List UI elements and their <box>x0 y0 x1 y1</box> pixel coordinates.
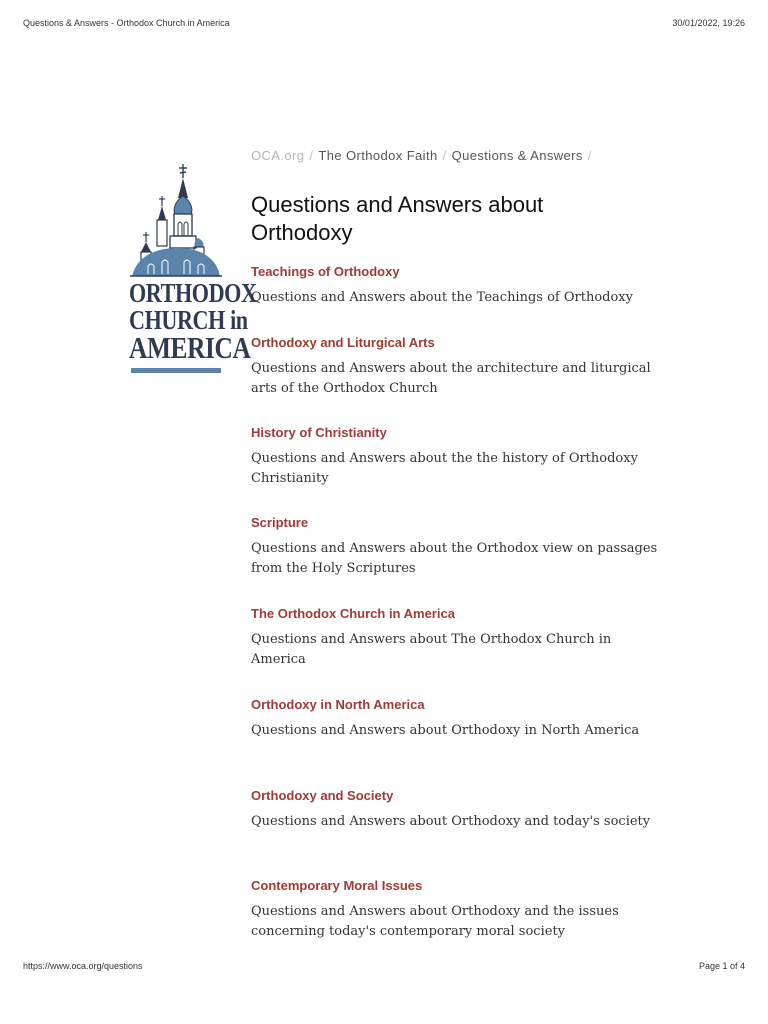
section-description: Questions and Answers about the Orthodox view on passages from the Holy Scriptures <box>251 541 658 576</box>
section-description: Questions and Answers about Orthodoxy and the issues concerning today's contemporary moral society <box>251 904 619 939</box>
section-description: Questions and Answers about The Orthodox Church in America <box>251 632 612 667</box>
section-society <box>251 788 671 832</box>
section-link-society[interactable]: Orthodoxy and Society <box>251 788 394 803</box>
section-moral-issues <box>251 878 671 942</box>
breadcrumb-orthodox-faith[interactable]: The Orthodox Faith <box>318 148 438 163</box>
section-description: Questions and Answers about the the history of Orthodoxy Christianity <box>251 451 638 486</box>
section-teachings <box>251 264 671 308</box>
print-header <box>23 18 745 32</box>
breadcrumb-separator: / <box>442 148 447 163</box>
section-link-teachings[interactable]: Teachings of Orthodoxy <box>251 264 400 279</box>
breadcrumb <box>251 148 671 166</box>
section-scripture <box>251 515 671 579</box>
print-header-datetime: 30/01/2022, 19:26 <box>672 18 745 28</box>
breadcrumb-separator: / <box>587 148 592 163</box>
section-description: Questions and Answers about the architecture and liturgical arts of the Orthodox Church <box>251 361 651 396</box>
oca-logo[interactable] <box>128 164 257 376</box>
logo-line-3: AMERICA <box>129 330 251 365</box>
page-title: Questions and Answers about Orthodoxy <box>251 192 544 245</box>
section-link-history[interactable]: History of Christianity <box>251 425 387 440</box>
logo-line-1: ORTHODOX <box>129 278 257 308</box>
breadcrumb-oca-org[interactable]: OCA.org <box>251 148 305 163</box>
print-footer-page: Page 1 of 4 <box>698 961 745 971</box>
section-north-america <box>251 697 671 741</box>
logo-line-2: CHURCH in <box>129 305 248 335</box>
section-description: Questions and Answers about the Teachings of Orthodoxy <box>251 290 633 305</box>
breadcrumb-questions-answers[interactable]: Questions & Answers <box>451 148 583 163</box>
breadcrumb-separator: / <box>309 148 314 163</box>
print-header-title: Questions & Answers - Orthodox Church in America <box>23 18 230 28</box>
print-footer <box>23 961 745 975</box>
section-link-north-america[interactable]: Orthodoxy in North America <box>251 697 425 712</box>
section-link-liturgical-arts[interactable]: Orthodoxy and Liturgical Arts <box>251 335 435 350</box>
section-link-oca[interactable]: The Orthodox Church in America <box>251 606 455 621</box>
section-oca <box>251 606 671 670</box>
section-description: Questions and Answers about Orthodoxy in North America <box>251 723 640 738</box>
print-footer-url: https://www.oca.org/questions <box>23 961 143 971</box>
section-liturgical-arts <box>251 335 671 399</box>
main-content <box>251 148 671 939</box>
section-link-moral-issues[interactable]: Contemporary Moral Issues <box>251 878 423 893</box>
section-history <box>251 425 671 489</box>
section-link-scripture[interactable]: Scripture <box>251 515 309 530</box>
section-description: Questions and Answers about Orthodoxy and today's society <box>251 814 651 829</box>
